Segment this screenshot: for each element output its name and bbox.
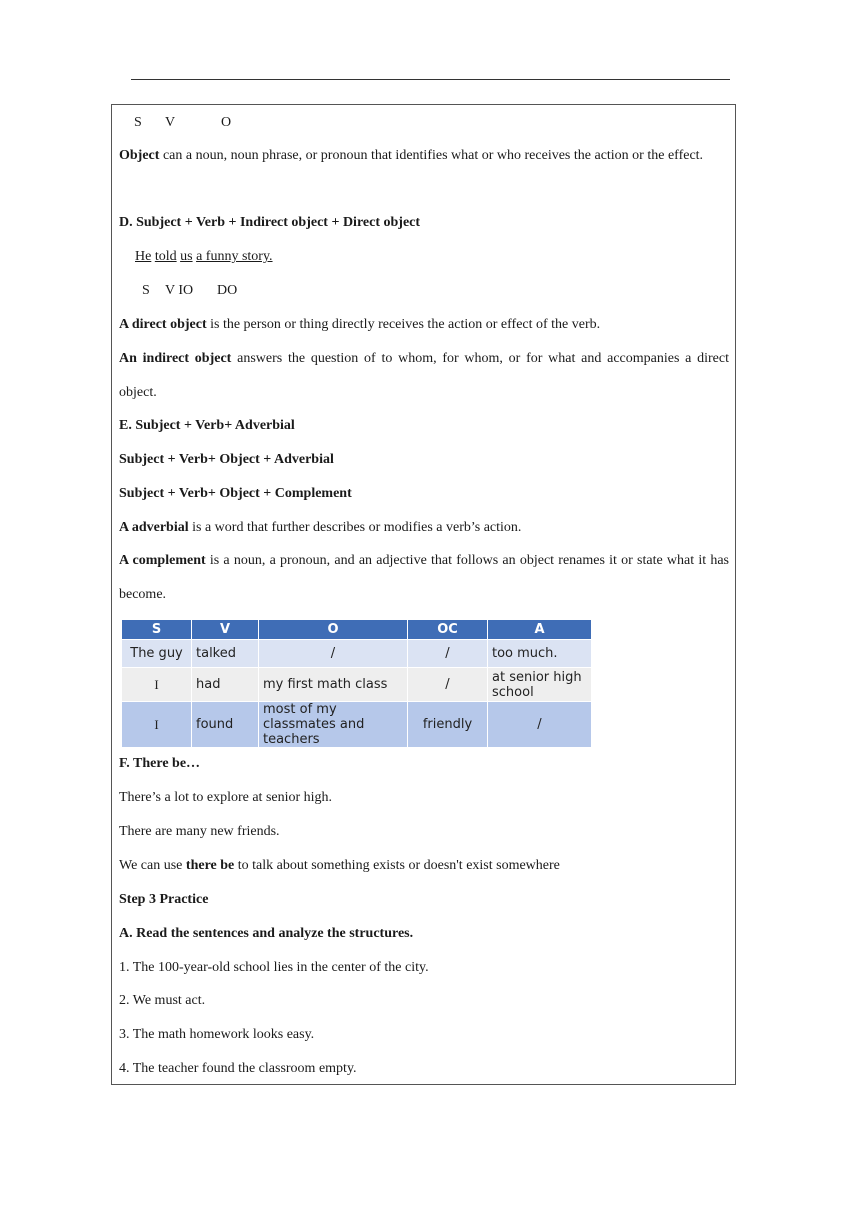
table-cell: found xyxy=(192,702,259,748)
table-cell: / xyxy=(408,640,488,668)
object-term: Object xyxy=(119,148,160,163)
mark2-do: DO xyxy=(217,283,238,298)
table-cell: / xyxy=(488,702,592,748)
practice-item: 2. We must act. xyxy=(119,993,206,1008)
example-io: us xyxy=(180,249,193,264)
practice-heading-a: A. Read the sentences and analyze the structures. xyxy=(119,926,414,941)
table-cell: / xyxy=(259,640,408,668)
heading-d: D. Subject + Verb + Indirect object + Direct object xyxy=(119,215,421,230)
adverbial-definition: A adverbial is a word that further describes or modifies a verb’s action. xyxy=(119,520,522,535)
header-rule xyxy=(131,79,730,80)
table-row xyxy=(122,702,592,748)
table-header: A xyxy=(488,620,592,640)
table-header: OC xyxy=(408,620,488,640)
table-header: V xyxy=(192,620,259,640)
table-row xyxy=(122,640,592,668)
table-cell: The guy xyxy=(122,640,192,668)
complement-definition: A complement is a noun, a pronoun, and an adjective that follows an object renames it or state what it has become. xyxy=(119,553,729,602)
mark-s: S xyxy=(134,115,142,130)
object-definition xyxy=(119,139,729,173)
indirect-object-definition: An indirect object answers the question of to whom, for whom, or for what and accompanies a direct object. xyxy=(119,351,730,400)
there-be-example-1: There’s a lot to explore at senior high. xyxy=(119,790,333,805)
table-cell: too much. xyxy=(488,640,592,668)
table-header: O xyxy=(259,620,408,640)
table-cell: most of my classmates and teachers xyxy=(259,702,408,748)
table-cell: friendly xyxy=(408,702,488,748)
table-cell: my first math class xyxy=(259,668,408,702)
mark2-s: S xyxy=(142,283,150,298)
practice-item: 1. The 100-year-old school lies in the center of the city. xyxy=(119,960,429,975)
table-cell: talked xyxy=(192,640,259,668)
example-verb: told xyxy=(154,249,177,264)
mark-v: V xyxy=(165,115,176,130)
practice-item: 4. The teacher found the classroom empty. xyxy=(119,1061,357,1076)
heading-e2: Subject + Verb+ Object + Adverbial xyxy=(119,452,334,467)
mark2-v-io: V IO xyxy=(165,283,194,298)
table-cell: had xyxy=(192,668,259,702)
table-cell: at senior high school xyxy=(488,668,592,702)
heading-f: F. There be… xyxy=(119,756,201,771)
direct-object-definition: A direct object is the person or thing directly receives the action or effect of the verb. xyxy=(119,317,601,332)
structure-table xyxy=(121,619,592,748)
heading-e3: Subject + Verb+ Object + Complement xyxy=(119,486,352,501)
example-subject: He xyxy=(135,249,152,264)
table-row xyxy=(122,668,592,702)
object-text: can a noun, noun phrase, or pronoun that identifies what or who receives the action or the effect. xyxy=(159,148,704,163)
table-header: S xyxy=(122,620,192,640)
table-cell: I xyxy=(122,668,192,702)
table-cell: / xyxy=(408,668,488,702)
table-header-row xyxy=(122,620,592,640)
there-be-usage: We can use there be to talk about something exists or doesn't exist somewhere xyxy=(119,858,560,873)
example-do: a funny story. xyxy=(196,249,273,264)
table-cell: I xyxy=(122,702,192,748)
mark-o: O xyxy=(221,115,232,130)
practice-item: 3. The math homework looks easy. xyxy=(119,1027,315,1042)
step3-heading: Step 3 Practice xyxy=(119,892,209,907)
example-d xyxy=(135,248,273,266)
there-be-example-2: There are many new friends. xyxy=(119,824,280,839)
heading-e1: E. Subject + Verb+ Adverbial xyxy=(119,418,295,433)
